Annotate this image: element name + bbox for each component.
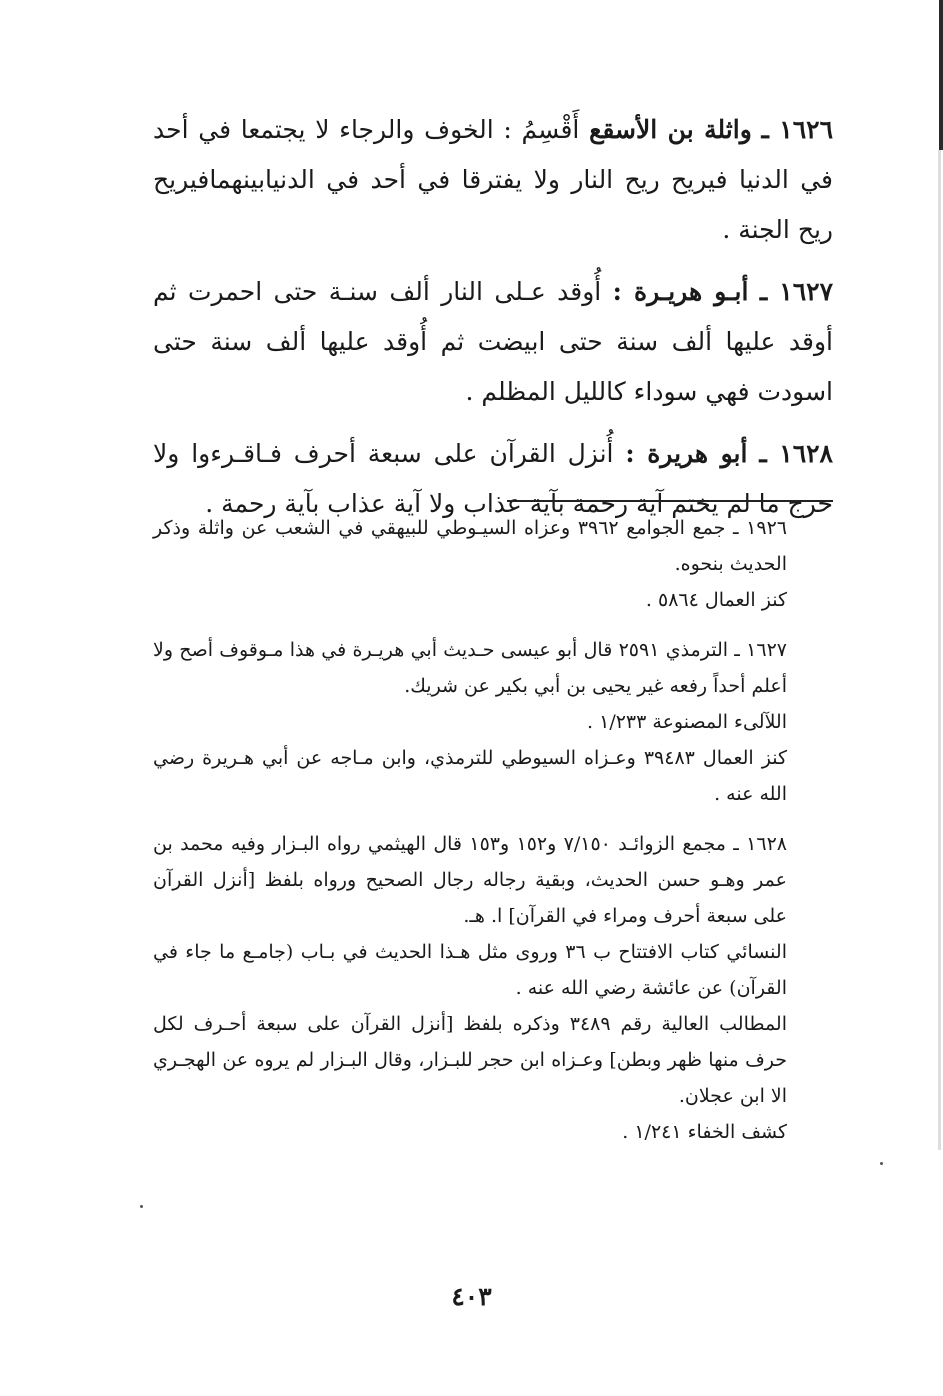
- entry-1627: [153, 267, 833, 417]
- footnote-paragraph: ١٦٢٨ ـ مجمع الزوائـد ٧/١٥٠ و١٥٢ و١٥٣ قال الهيثمي رواه البـزار وفيه محمد بن عمر وهـو حسن الحديث، وبقية رجاله رجال الصحيح ورواه بلفظ [أنزل القرآن على سبعة أحرف ومراء في القرآن] ا. هـ.: [153, 833, 787, 927]
- entry-narrator: أبـو هريـرة :: [612, 277, 749, 306]
- footnote-1628: [153, 826, 833, 1150]
- entry-number: ١٦٢٦ ـ: [761, 115, 834, 144]
- entry-number: ١٦٢٨ ـ: [759, 439, 833, 468]
- footnote-1627: [153, 632, 833, 812]
- footnote-1626: [153, 510, 833, 618]
- entry-text: أَقْسِمُ : الخوف والرجاء لا يجتمعا في أحد في الدنيا فيريح ريح النار ولا يفترقا في أحد في الدنيابينهمافيريح ريح الجنة .: [153, 115, 833, 244]
- footnote-separator: [507, 500, 833, 502]
- speck: [880, 1162, 883, 1165]
- entry-number: ١٦٢٧ ـ: [759, 277, 833, 306]
- entry-text: أُنزل القرآن على سبعة أحرف فـاقـرءوا ولا حرج ما لم يختم آية رحمة بآية عذاب ولا آية عذاب بآية رحمة .: [153, 439, 833, 518]
- main-text: [153, 105, 833, 541]
- entry-1626: [153, 105, 833, 255]
- footnote-paragraph: المطالب العالية رقم ٣٤٨٩ وذكره بلفظ [أنزل القرآن على سبعة أحـرف لكل حرف منها ظهر وبطن] وعـزاه ابن حجر للبـزار، وقال البـزار لم يروه عن الهجـري الا ابن عجلان.: [153, 1013, 787, 1107]
- page-edge-line: [938, 150, 941, 1150]
- footnote-paragraph: كنز العمال ٣٩٤٨٣ وعـزاه السيوطي للترمذي، وابن مـاجه عن أبي هـريرة رضي الله عنه .: [153, 747, 787, 805]
- footnote-paragraph: ١٦٢٧ ـ الترمذي ٢٥٩١ قال أبو عيسى حـديث أبي هريـرة في هذا مـوقوف أصح ولا أعلم أحداً رفعه غير يحيى بن أبي بكير عن شريك.: [153, 639, 787, 697]
- entry-narrator: واثلة بن الأسقع: [589, 115, 752, 144]
- entry-narrator: أبو هريرة :: [625, 439, 748, 468]
- footnotes: [153, 510, 833, 1164]
- footnote-paragraph: كنز العمال ٥٨٦٤ .: [645, 589, 787, 611]
- footnote-paragraph: اللآلىء المصنوعة ١/٢٣٣ .: [587, 711, 787, 733]
- entry-text: أُوقد عـلى النار ألف سنـة حتى احمرت ثم أوقد عليها ألف سنة حتى ابيضت ثم أُوقد عليها ألف سنة حتى اسودت فهي سوداء كالليل المظلم .: [153, 277, 833, 406]
- footnote-paragraph: كشف الخفاء ١/٢٤١ .: [622, 1121, 787, 1143]
- page-edge-shadow: [933, 0, 943, 150]
- speck: [140, 1205, 143, 1208]
- footnote-paragraph: ١٩٢٦ ـ جمع الجوامع ٣٩٦٢ وعزاه السيـوطي للبيهقي في الشعب عن واثلة وذكر الحديث بنحوه.: [153, 517, 787, 575]
- page-number: ٤٠٣: [451, 1282, 492, 1311]
- footnote-paragraph: النسائي كتاب الافتتاح ب ٣٦ وروى مثل هـذا الحديث في بـاب (جامـع ما جاء في القرآن) عن عائشة رضي الله عنه .: [153, 941, 787, 999]
